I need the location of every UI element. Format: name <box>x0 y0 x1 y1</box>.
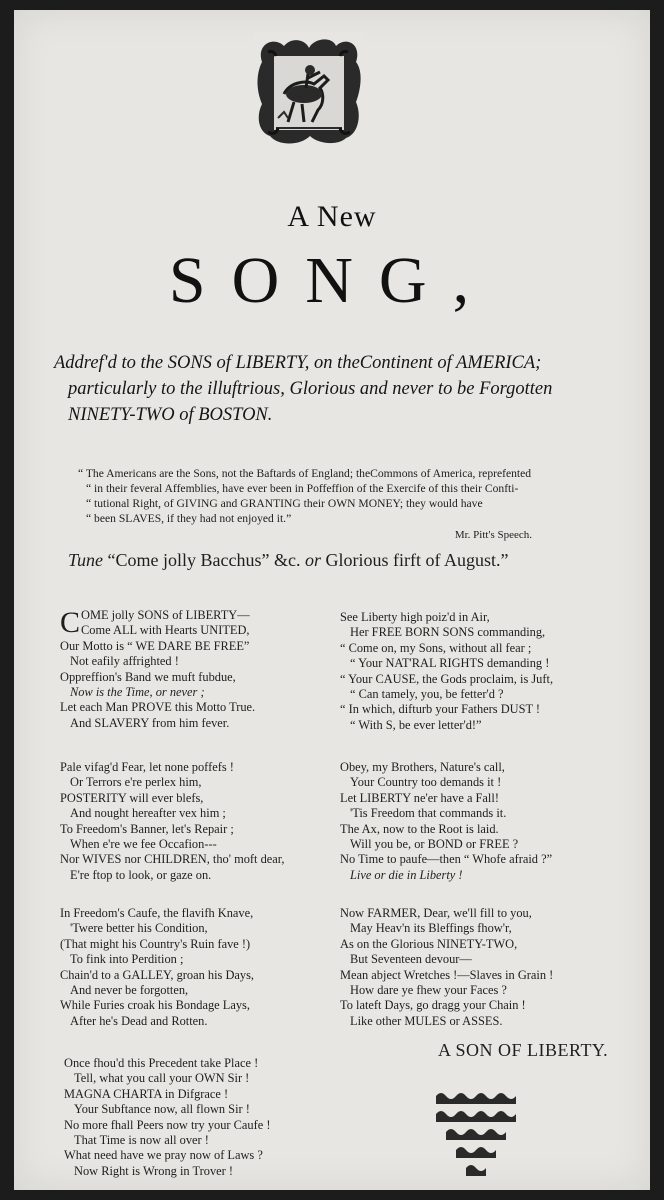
verse-line: What need have we pray now of Laws ? <box>64 1148 263 1163</box>
verse-line: Your Country too demands it ! <box>350 775 502 790</box>
stanza-left-1 <box>60 608 350 731</box>
verse-line: Like other MULES or ASSES. <box>350 1013 503 1028</box>
verse-line: MAGNA CHARTA in Difgrace ! <box>64 1086 229 1101</box>
tune-or: or <box>304 550 321 570</box>
quote-line: “ in their feveral Affemblies, have ever been in Poffeffion of the Exercife of this their Confti- <box>86 482 519 495</box>
verse-line: After he's Dead and Rotten. <box>70 1013 208 1028</box>
tune-label: Tune <box>68 550 104 570</box>
verse-line: Our Motto is “ WE DARE BE FREE” <box>60 638 250 653</box>
verse-line: No more fhall Peers now try your Caufe ! <box>64 1117 271 1132</box>
verse-line: The Ax, now to the Root is laid. <box>340 821 499 836</box>
subtitle-line-2: particularly to the illuftrious, Glorious and never to be Forgotten <box>68 379 553 399</box>
verse-line: Once fhou'd this Precedent take Place ! <box>64 1056 259 1070</box>
verse-line: When e're we fee Occafion--- <box>70 837 217 852</box>
verse-line: Let LIBERTY ne'er have a Fall! <box>340 790 499 805</box>
signoff: A SON OF LIBERTY. <box>438 1040 609 1060</box>
verse-line: While Furies croak his Bondage Lays, <box>60 998 250 1013</box>
verse-line: 'Twere better his Condition, <box>70 921 208 936</box>
verse-line: Come ALL with Hearts UNITED, <box>81 623 250 638</box>
verse-line: POSTERITY will ever blefs, <box>60 790 204 805</box>
horseman-woodcut-icon <box>254 32 364 147</box>
verse-line: “ Can tamely, you, be fetter'd ? <box>350 687 504 702</box>
verse-line: To lateft Days, go dragg your Chain ! <box>340 998 526 1013</box>
quote-line: “ been SLAVES, if they had not enjoyed it.” <box>86 512 292 525</box>
verse-line: Will you be, or BOND or FREE ? <box>350 837 519 852</box>
verse-line: And nought hereafter vex him ; <box>70 806 226 821</box>
printers-ornament-icon <box>434 1092 524 1182</box>
verse-line: “ In which, difturb your Fathers DUST ! <box>340 702 541 717</box>
subtitle-line-3: NINETY-TWO of BOSTON. <box>68 405 273 425</box>
verse-line: “ With S, be ever letter'd!” <box>350 717 482 732</box>
verse-line: To fink into Perdition ; <box>70 952 184 967</box>
verse-line: Live or die in Liberty ! <box>350 867 463 882</box>
verse-line: Now is the Time, or never ; <box>70 685 205 700</box>
verse-line: Or Terrors e're perlex him, <box>70 775 202 790</box>
verse-line: Your Subftance now, all flown Sir ! <box>74 1102 250 1117</box>
verse-line: Oppreffion's Band we muft fubdue, <box>60 669 236 684</box>
verse-line: As on the Glorious NINETY-TWO, <box>340 936 518 951</box>
verse-line: OME jolly SONS of LIBERTY— <box>81 608 250 622</box>
verse-line: Now FARMER, Dear, we'll fill to you, <box>340 906 532 920</box>
quote-attribution: Mr. Pitt's Speech. <box>454 529 532 541</box>
stanza-right-3 <box>340 906 640 1029</box>
verse-line: “ Come on, my Sons, without all fear ; <box>340 640 532 655</box>
quote-line: “ The Americans are the Sons, not the Baftards of England; theCommons of America, reprefented <box>78 467 532 480</box>
verse-line: To Freedom's Banner, let's Repair ; <box>60 821 234 836</box>
stanza-left-3 <box>60 906 350 1029</box>
verse-line: Now Right is Wrong in Trover ! <box>74 1163 233 1178</box>
subtitle <box>54 350 640 428</box>
subtitle-line-1: Addref'd to the SONS of LIBERTY, on theContinent of AMERICA; <box>54 353 542 373</box>
stanza-left-4 <box>64 1056 354 1179</box>
pitt-quote <box>78 466 638 543</box>
verse-line: No Time to paufe—then “ Whofe afraid ?” <box>340 852 553 867</box>
verse-line: “ Your NAT'RAL RIGHTS demanding ! <box>350 656 550 671</box>
verse-line: And SLAVERY from him fever. <box>70 715 230 730</box>
verse-line: See Liberty high poiz'd in Air, <box>340 610 490 624</box>
drop-cap: C <box>60 606 81 639</box>
stanza-left-2 <box>60 760 350 883</box>
verse-line: Let each Man PROVE this Motto True. <box>60 700 256 715</box>
verse-line: Her FREE BORN SONS commanding, <box>350 625 546 640</box>
stanza-right-1 <box>340 610 640 733</box>
verse-line: But Seventeen devour— <box>350 952 472 967</box>
quote-line: “ tutional Right, of GIVING and GRANTING their OWN MONEY; they would have <box>86 497 483 510</box>
verse-line: In Freedom's Caufe, the flavifh Knave, <box>60 906 254 920</box>
verse-line: Nor WIVES nor CHILDREN, tho' moft dear, <box>60 852 285 867</box>
stanza-right-2 <box>340 760 640 883</box>
verse-line: Obey, my Brothers, Nature's call, <box>340 760 505 774</box>
verse-line: Tell, what you call your OWN Sir ! <box>74 1071 250 1086</box>
verse-line: And never be forgotten, <box>70 983 189 998</box>
broadside-page <box>14 10 650 1190</box>
verse-line: Mean abject Wretches !—Slaves in Grain ! <box>340 967 554 982</box>
verse-line: 'Tis Freedom that commands it. <box>350 806 507 821</box>
title-a-new: A New <box>287 200 377 233</box>
verse-line: May Heav'n its Bleffings fhow'r, <box>350 921 512 936</box>
verse-line: How dare ye fhew your Faces ? <box>350 983 507 998</box>
tune-line <box>68 550 648 571</box>
verse-line: “ Your CAUSE, the Gods proclaim, is Juft, <box>340 671 554 686</box>
verse-line: Not eafily affrighted ! <box>70 654 179 669</box>
tune-text: “Come jolly Bacchus” &c. <box>107 550 301 570</box>
tune-alt: Glorious firft of August.” <box>325 550 509 570</box>
verse-line: E're ftop to look, or gaze on. <box>70 867 212 882</box>
verse-line: That Time is now all over ! <box>74 1133 209 1148</box>
verse-line: (That might his Country's Ruin fave !) <box>60 936 251 951</box>
title-song: SONG, <box>168 244 496 317</box>
verse-line: Chain'd to a GALLEY, groan his Days, <box>60 967 255 982</box>
verse-line: Pale vifag'd Fear, let none poffefs ! <box>60 760 234 774</box>
